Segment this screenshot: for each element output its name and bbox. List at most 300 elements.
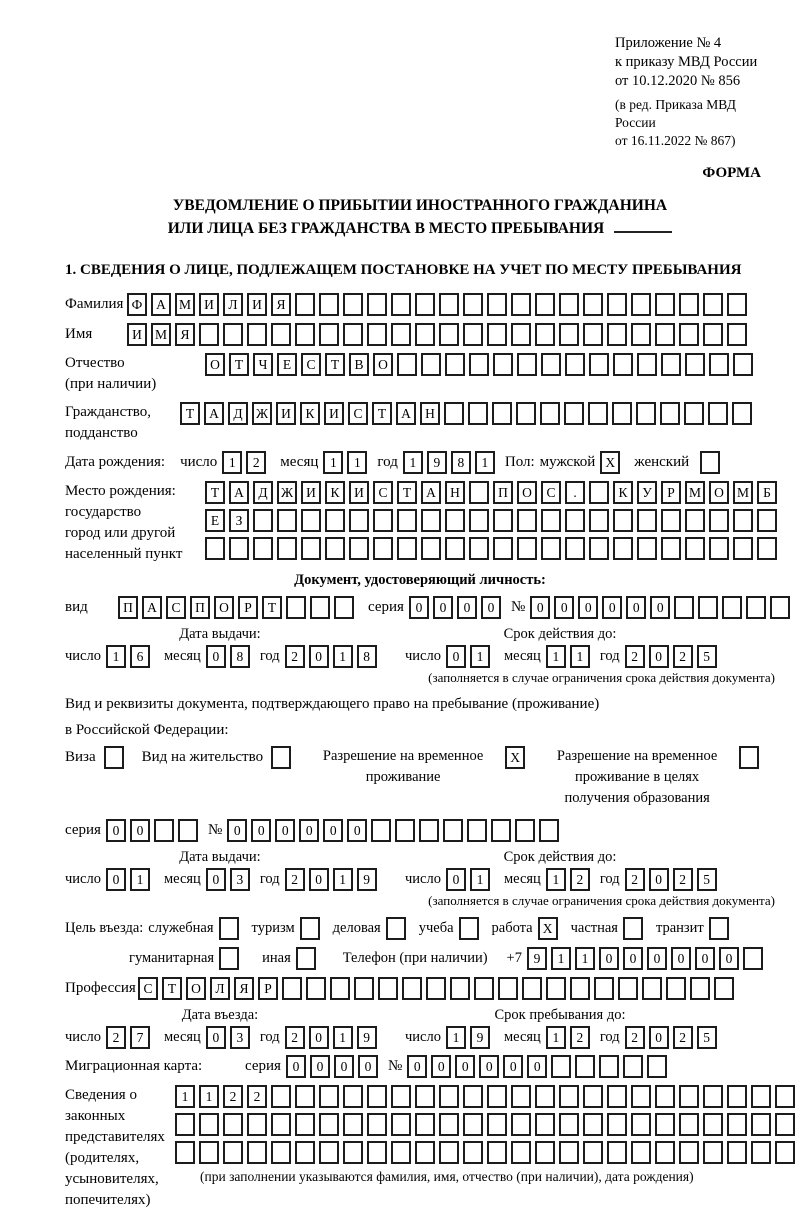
char-cell[interactable]: Д [253, 481, 273, 504]
char-cell[interactable] [301, 537, 321, 560]
char-cell[interactable] [637, 509, 657, 532]
char-cell[interactable]: 2 [673, 868, 693, 891]
char-cell[interactable] [727, 293, 747, 316]
char-cell[interactable] [589, 353, 609, 376]
char-cell[interactable]: П [118, 596, 138, 619]
char-cell[interactable] [698, 596, 718, 619]
char-cell[interactable] [607, 1141, 627, 1164]
char-cell[interactable]: И [349, 481, 369, 504]
char-cell[interactable]: С [348, 402, 368, 425]
char-cell[interactable]: Т [325, 353, 345, 376]
char-cell[interactable]: И [276, 402, 296, 425]
char-cell[interactable]: Т [229, 353, 249, 376]
char-cell[interactable] [631, 1113, 651, 1136]
char-cell[interactable]: 3 [230, 1026, 250, 1049]
char-cell[interactable] [623, 917, 643, 940]
char-cell[interactable] [367, 1085, 387, 1108]
char-cell[interactable]: 2 [625, 645, 645, 668]
char-cell[interactable]: 0 [623, 947, 643, 970]
char-cell[interactable]: 1 [551, 947, 571, 970]
char-cell[interactable] [367, 1113, 387, 1136]
char-cell[interactable] [685, 353, 705, 376]
rvp-number-cells[interactable] [227, 819, 563, 842]
char-cell[interactable] [517, 509, 537, 532]
char-cell[interactable]: 0 [457, 596, 477, 619]
char-cell[interactable] [714, 977, 734, 1000]
char-cell[interactable]: К [613, 481, 633, 504]
char-cell[interactable] [655, 1141, 675, 1164]
char-cell[interactable] [565, 537, 585, 560]
doc-valid-day-cells[interactable] [446, 645, 494, 668]
char-cell[interactable] [685, 537, 705, 560]
char-cell[interactable] [564, 402, 584, 425]
char-cell[interactable]: П [190, 596, 210, 619]
char-cell[interactable] [469, 481, 489, 504]
char-cell[interactable] [439, 323, 459, 346]
char-cell[interactable] [349, 509, 369, 532]
char-cell[interactable]: 0 [347, 819, 367, 842]
char-cell[interactable] [607, 293, 627, 316]
char-cell[interactable]: И [199, 293, 219, 316]
char-cell[interactable]: 0 [479, 1055, 499, 1078]
char-cell[interactable]: 1 [106, 645, 126, 668]
birth-place-cells-1[interactable] [205, 481, 781, 504]
char-cell[interactable] [247, 323, 267, 346]
char-cell[interactable]: Я [234, 977, 254, 1000]
char-cell[interactable] [343, 293, 363, 316]
char-cell[interactable] [247, 1113, 267, 1136]
char-cell[interactable] [325, 537, 345, 560]
char-cell[interactable] [618, 977, 638, 1000]
char-cell[interactable] [732, 402, 752, 425]
char-cell[interactable]: 5 [697, 1026, 717, 1049]
char-cell[interactable]: 0 [251, 819, 271, 842]
char-cell[interactable] [306, 977, 326, 1000]
char-cell[interactable] [703, 1141, 723, 1164]
char-cell[interactable] [541, 537, 561, 560]
char-cell[interactable]: 2 [673, 1026, 693, 1049]
char-cell[interactable]: 0 [206, 645, 226, 668]
char-cell[interactable] [743, 947, 763, 970]
char-cell[interactable]: Б [757, 481, 777, 504]
char-cell[interactable] [444, 402, 464, 425]
char-cell[interactable] [679, 1113, 699, 1136]
char-cell[interactable] [661, 353, 681, 376]
char-cell[interactable] [391, 1141, 411, 1164]
char-cell[interactable] [541, 509, 561, 532]
char-cell[interactable] [661, 509, 681, 532]
purpose-study-checkbox[interactable] [459, 917, 483, 940]
char-cell[interactable]: 8 [230, 645, 250, 668]
char-cell[interactable] [757, 537, 777, 560]
char-cell[interactable] [402, 977, 422, 1000]
representatives-cells-2[interactable] [175, 1113, 799, 1136]
char-cell[interactable]: Р [238, 596, 258, 619]
char-cell[interactable] [439, 1141, 459, 1164]
char-cell[interactable] [775, 1141, 795, 1164]
birth-year-cells[interactable] [403, 451, 499, 474]
char-cell[interactable]: 0 [206, 868, 226, 891]
char-cell[interactable] [666, 977, 686, 1000]
char-cell[interactable] [511, 323, 531, 346]
char-cell[interactable] [253, 537, 273, 560]
char-cell[interactable] [469, 509, 489, 532]
char-cell[interactable] [559, 1141, 579, 1164]
char-cell[interactable]: 9 [357, 868, 377, 891]
char-cell[interactable] [594, 977, 614, 1000]
char-cell[interactable] [751, 1085, 771, 1108]
char-cell[interactable] [535, 1113, 555, 1136]
char-cell[interactable]: М [175, 293, 195, 316]
char-cell[interactable]: О [373, 353, 393, 376]
char-cell[interactable]: 1 [470, 645, 490, 668]
char-cell[interactable] [751, 1113, 771, 1136]
char-cell[interactable]: 0 [695, 947, 715, 970]
char-cell[interactable] [727, 1141, 747, 1164]
char-cell[interactable]: 5 [697, 645, 717, 668]
char-cell[interactable] [522, 977, 542, 1000]
profession-cells[interactable] [138, 977, 738, 1000]
purpose-official-checkbox[interactable] [219, 917, 243, 940]
char-cell[interactable]: Н [420, 402, 440, 425]
purpose-humanitarian-checkbox[interactable] [219, 947, 243, 970]
char-cell[interactable] [709, 353, 729, 376]
char-cell[interactable]: 2 [625, 1026, 645, 1049]
char-cell[interactable] [295, 1085, 315, 1108]
stay-year-cells[interactable] [625, 1026, 721, 1049]
char-cell[interactable] [733, 509, 753, 532]
char-cell[interactable]: И [247, 293, 267, 316]
char-cell[interactable] [295, 1141, 315, 1164]
doc-issue-month-cells[interactable] [206, 645, 254, 668]
char-cell[interactable] [104, 746, 124, 769]
char-cell[interactable]: 0 [602, 596, 622, 619]
rvp-issue-month-cells[interactable] [206, 868, 254, 891]
char-cell[interactable]: С [166, 596, 186, 619]
char-cell[interactable] [709, 537, 729, 560]
char-cell[interactable]: 2 [673, 645, 693, 668]
char-cell[interactable]: К [300, 402, 320, 425]
char-cell[interactable] [271, 323, 291, 346]
female-checkbox[interactable] [700, 451, 724, 474]
char-cell[interactable] [540, 402, 560, 425]
char-cell[interactable] [727, 1085, 747, 1108]
char-cell[interactable] [439, 1085, 459, 1108]
char-cell[interactable]: 1 [446, 1026, 466, 1049]
char-cell[interactable] [319, 1085, 339, 1108]
entry-month-cells[interactable] [206, 1026, 254, 1049]
char-cell[interactable] [565, 509, 585, 532]
char-cell[interactable] [559, 323, 579, 346]
rvp-issue-day-cells[interactable] [106, 868, 154, 891]
char-cell[interactable] [277, 509, 297, 532]
char-cell[interactable]: 2 [570, 868, 590, 891]
char-cell[interactable]: И [324, 402, 344, 425]
doc-issue-day-cells[interactable] [106, 645, 154, 668]
char-cell[interactable] [367, 293, 387, 316]
char-cell[interactable] [474, 977, 494, 1000]
char-cell[interactable] [487, 1141, 507, 1164]
char-cell[interactable]: З [229, 509, 249, 532]
char-cell[interactable]: П [493, 481, 513, 504]
visa-checkbox[interactable] [104, 746, 128, 769]
char-cell[interactable]: М [733, 481, 753, 504]
char-cell[interactable] [386, 917, 406, 940]
birth-place-cells-3[interactable] [205, 537, 781, 560]
char-cell[interactable]: 0 [309, 1026, 329, 1049]
char-cell[interactable] [493, 509, 513, 532]
purpose-other-checkbox[interactable] [296, 947, 320, 970]
char-cell[interactable]: 2 [246, 451, 266, 474]
char-cell[interactable] [492, 402, 512, 425]
char-cell[interactable]: 2 [285, 1026, 305, 1049]
char-cell[interactable] [727, 323, 747, 346]
char-cell[interactable]: 2 [285, 645, 305, 668]
char-cell[interactable]: Т [397, 481, 417, 504]
char-cell[interactable]: 0 [650, 596, 670, 619]
char-cell[interactable] [709, 917, 729, 940]
char-cell[interactable]: 0 [299, 819, 319, 842]
char-cell[interactable] [613, 353, 633, 376]
char-cell[interactable]: 7 [130, 1026, 150, 1049]
char-cell[interactable]: 1 [175, 1085, 195, 1108]
stay-day-cells[interactable] [446, 1026, 494, 1049]
char-cell[interactable]: Ж [277, 481, 297, 504]
char-cell[interactable]: 0 [578, 596, 598, 619]
char-cell[interactable]: 1 [546, 645, 566, 668]
char-cell[interactable]: 0 [649, 868, 669, 891]
char-cell[interactable]: 2 [106, 1026, 126, 1049]
char-cell[interactable] [295, 1113, 315, 1136]
char-cell[interactable] [559, 1113, 579, 1136]
char-cell[interactable] [559, 1085, 579, 1108]
char-cell[interactable] [607, 323, 627, 346]
char-cell[interactable]: 1 [333, 645, 353, 668]
char-cell[interactable] [515, 819, 535, 842]
char-cell[interactable]: 0 [275, 819, 295, 842]
temp-residence-edu-checkbox[interactable] [739, 746, 763, 769]
char-cell[interactable]: Р [258, 977, 278, 1000]
char-cell[interactable] [199, 323, 219, 346]
char-cell[interactable]: 1 [347, 451, 367, 474]
purpose-tourism-checkbox[interactable] [300, 917, 324, 940]
char-cell[interactable]: 0 [503, 1055, 523, 1078]
char-cell[interactable] [546, 977, 566, 1000]
char-cell[interactable] [612, 402, 632, 425]
char-cell[interactable]: С [541, 481, 561, 504]
char-cell[interactable] [426, 977, 446, 1000]
char-cell[interactable]: А [396, 402, 416, 425]
char-cell[interactable]: 3 [230, 868, 250, 891]
char-cell[interactable] [391, 293, 411, 316]
char-cell[interactable]: 0 [530, 596, 550, 619]
char-cell[interactable] [599, 1055, 619, 1078]
char-cell[interactable]: 0 [206, 1026, 226, 1049]
char-cell[interactable]: Р [661, 481, 681, 504]
char-cell[interactable] [330, 977, 350, 1000]
char-cell[interactable] [421, 537, 441, 560]
char-cell[interactable] [589, 481, 609, 504]
char-cell[interactable]: 0 [130, 819, 150, 842]
char-cell[interactable]: . [565, 481, 585, 504]
char-cell[interactable] [391, 323, 411, 346]
char-cell[interactable] [154, 819, 174, 842]
char-cell[interactable] [223, 1141, 243, 1164]
char-cell[interactable]: О [205, 353, 225, 376]
char-cell[interactable]: М [151, 323, 171, 346]
char-cell[interactable] [467, 819, 487, 842]
char-cell[interactable]: Т [180, 402, 200, 425]
char-cell[interactable]: 0 [554, 596, 574, 619]
char-cell[interactable] [463, 293, 483, 316]
char-cell[interactable]: А [421, 481, 441, 504]
char-cell[interactable] [583, 293, 603, 316]
representatives-cells-1[interactable] [175, 1085, 799, 1108]
char-cell[interactable] [463, 1113, 483, 1136]
char-cell[interactable] [469, 353, 489, 376]
char-cell[interactable]: 0 [309, 645, 329, 668]
char-cell[interactable]: 2 [625, 868, 645, 891]
char-cell[interactable] [487, 293, 507, 316]
char-cell[interactable]: Ч [253, 353, 273, 376]
char-cell[interactable] [535, 1141, 555, 1164]
char-cell[interactable] [661, 537, 681, 560]
temp-residence-checkbox[interactable] [505, 746, 529, 769]
char-cell[interactable]: 0 [358, 1055, 378, 1078]
char-cell[interactable] [247, 1141, 267, 1164]
char-cell[interactable]: Я [175, 323, 195, 346]
char-cell[interactable] [354, 977, 374, 1000]
char-cell[interactable] [498, 977, 518, 1000]
surname-cells[interactable] [127, 293, 751, 316]
char-cell[interactable]: 0 [649, 1026, 669, 1049]
char-cell[interactable]: 0 [227, 819, 247, 842]
male-checkbox[interactable] [600, 451, 624, 474]
char-cell[interactable]: 0 [323, 819, 343, 842]
char-cell[interactable] [700, 451, 720, 474]
char-cell[interactable] [468, 402, 488, 425]
char-cell[interactable] [343, 1113, 363, 1136]
char-cell[interactable] [271, 1141, 291, 1164]
char-cell[interactable] [463, 1141, 483, 1164]
char-cell[interactable] [647, 1055, 667, 1078]
char-cell[interactable] [690, 977, 710, 1000]
char-cell[interactable] [511, 293, 531, 316]
char-cell[interactable]: 9 [470, 1026, 490, 1049]
char-cell[interactable] [685, 509, 705, 532]
mig-number-cells[interactable] [407, 1055, 671, 1078]
doc-number-cells[interactable] [530, 596, 794, 619]
char-cell[interactable] [295, 293, 315, 316]
char-cell[interactable]: О [214, 596, 234, 619]
rvp-issue-year-cells[interactable] [285, 868, 381, 891]
char-cell[interactable] [219, 947, 239, 970]
char-cell[interactable] [487, 1085, 507, 1108]
char-cell[interactable]: Л [210, 977, 230, 1000]
char-cell[interactable] [684, 402, 704, 425]
char-cell[interactable] [415, 293, 435, 316]
char-cell[interactable]: 2 [223, 1085, 243, 1108]
char-cell[interactable] [679, 1141, 699, 1164]
char-cell[interactable] [391, 1113, 411, 1136]
char-cell[interactable]: 0 [649, 645, 669, 668]
char-cell[interactable]: 0 [433, 596, 453, 619]
char-cell[interactable]: 0 [719, 947, 739, 970]
char-cell[interactable] [535, 1085, 555, 1108]
char-cell[interactable]: 0 [455, 1055, 475, 1078]
char-cell[interactable] [631, 1141, 651, 1164]
char-cell[interactable] [282, 977, 302, 1000]
char-cell[interactable]: 9 [357, 1026, 377, 1049]
char-cell[interactable] [631, 1085, 651, 1108]
char-cell[interactable] [770, 596, 790, 619]
char-cell[interactable]: И [127, 323, 147, 346]
char-cell[interactable] [539, 819, 559, 842]
char-cell[interactable]: 1 [546, 868, 566, 891]
char-cell[interactable]: 1 [403, 451, 423, 474]
char-cell[interactable]: 1 [222, 451, 242, 474]
doc-series-cells[interactable] [409, 596, 505, 619]
char-cell[interactable]: 6 [130, 645, 150, 668]
char-cell[interactable]: X [538, 917, 558, 940]
char-cell[interactable] [733, 353, 753, 376]
char-cell[interactable]: 9 [427, 451, 447, 474]
char-cell[interactable]: Т [205, 481, 225, 504]
char-cell[interactable]: X [505, 746, 525, 769]
mig-series-cells[interactable] [286, 1055, 382, 1078]
char-cell[interactable]: 0 [106, 868, 126, 891]
char-cell[interactable]: 0 [446, 645, 466, 668]
char-cell[interactable]: 0 [481, 596, 501, 619]
char-cell[interactable]: А [142, 596, 162, 619]
char-cell[interactable]: 0 [106, 819, 126, 842]
char-cell[interactable] [421, 353, 441, 376]
given-name-cells[interactable] [127, 323, 751, 346]
char-cell[interactable] [583, 1141, 603, 1164]
char-cell[interactable] [175, 1141, 195, 1164]
char-cell[interactable] [535, 293, 555, 316]
char-cell[interactable] [613, 537, 633, 560]
char-cell[interactable] [271, 746, 291, 769]
char-cell[interactable]: 8 [451, 451, 471, 474]
char-cell[interactable] [277, 537, 297, 560]
char-cell[interactable]: 0 [431, 1055, 451, 1078]
char-cell[interactable] [397, 537, 417, 560]
char-cell[interactable] [343, 1141, 363, 1164]
char-cell[interactable]: Ж [252, 402, 272, 425]
rvp-valid-day-cells[interactable] [446, 868, 494, 891]
char-cell[interactable]: С [373, 481, 393, 504]
char-cell[interactable]: М [685, 481, 705, 504]
char-cell[interactable]: И [301, 481, 321, 504]
char-cell[interactable]: 1 [333, 1026, 353, 1049]
char-cell[interactable]: В [349, 353, 369, 376]
char-cell[interactable]: Е [277, 353, 297, 376]
char-cell[interactable] [229, 537, 249, 560]
char-cell[interactable]: 0 [286, 1055, 306, 1078]
entry-year-cells[interactable] [285, 1026, 381, 1049]
char-cell[interactable] [271, 1085, 291, 1108]
char-cell[interactable] [487, 323, 507, 346]
char-cell[interactable] [583, 323, 603, 346]
char-cell[interactable] [703, 323, 723, 346]
char-cell[interactable] [463, 323, 483, 346]
char-cell[interactable] [589, 509, 609, 532]
char-cell[interactable]: Т [162, 977, 182, 1000]
char-cell[interactable] [511, 1085, 531, 1108]
char-cell[interactable]: О [186, 977, 206, 1000]
char-cell[interactable] [367, 1141, 387, 1164]
